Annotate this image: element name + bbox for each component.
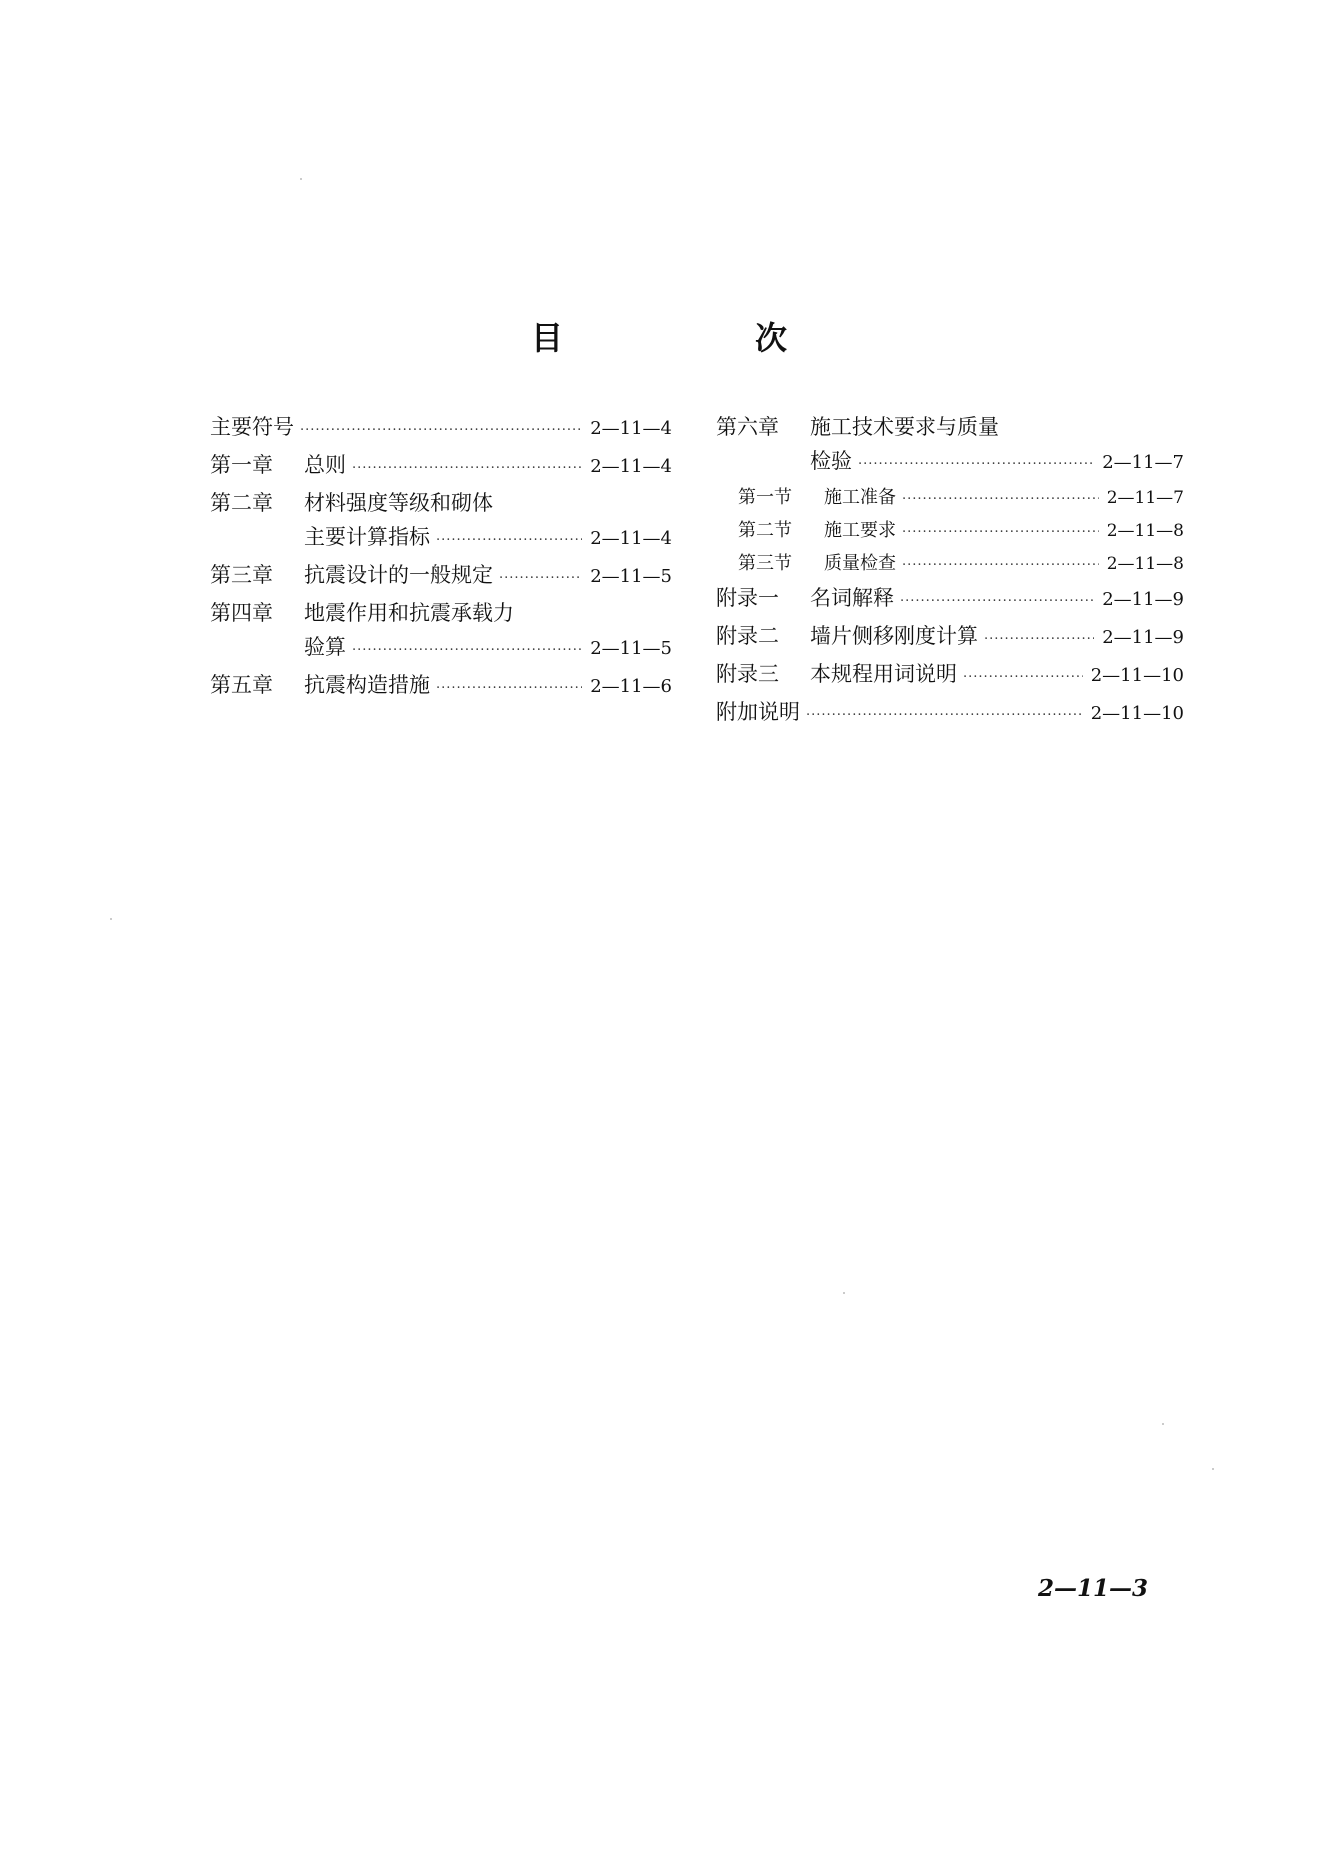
page-title: 目 次 bbox=[530, 319, 867, 357]
toc-entry-continuation[interactable] bbox=[210, 520, 672, 558]
leader-dots bbox=[902, 480, 1099, 511]
toc-entry[interactable] bbox=[716, 657, 1184, 695]
toc-entry-title: 附加说明 bbox=[716, 700, 800, 724]
toc-entry[interactable] bbox=[716, 410, 1184, 444]
toc-entry-page: 2—11—4 bbox=[590, 456, 672, 477]
leader-dots bbox=[858, 444, 1094, 478]
toc-entry[interactable] bbox=[716, 695, 1184, 733]
toc-section-entry[interactable] bbox=[716, 515, 1184, 548]
toc-entry-page: 2—11—7 bbox=[1106, 488, 1184, 508]
toc-entry-title: 墙片侧移刚度计算 bbox=[810, 624, 978, 648]
toc-entry-title: 地震作用和抗震承载力 bbox=[304, 601, 514, 625]
toc-entry-prefix: 附录三 bbox=[716, 662, 779, 686]
toc-entry-prefix: 第五章 bbox=[210, 673, 273, 697]
toc-entry[interactable] bbox=[210, 668, 672, 706]
footer-page-number: 2—11—3 bbox=[1037, 1575, 1148, 1602]
toc-entry-page: 2—11—9 bbox=[1102, 627, 1184, 648]
toc-entry-title: 材料强度等级和砌体 bbox=[304, 491, 493, 515]
toc-entry-prefix: 第二章 bbox=[210, 491, 273, 515]
leader-dots bbox=[963, 657, 1083, 691]
toc-entry[interactable] bbox=[210, 558, 672, 596]
toc-entry-title: 施工要求 bbox=[824, 520, 896, 541]
scan-speck bbox=[1162, 1423, 1164, 1425]
toc-entry-prefix: 第三节 bbox=[738, 553, 792, 574]
leader-dots bbox=[499, 558, 582, 592]
leader-dots bbox=[902, 513, 1099, 544]
toc-entry-title: 验算 bbox=[304, 635, 346, 659]
toc-entry-page: 2—11—5 bbox=[590, 566, 672, 587]
leader-dots bbox=[984, 619, 1094, 653]
toc-entry-title: 施工准备 bbox=[824, 487, 896, 508]
toc-entry-title: 检验 bbox=[810, 449, 852, 473]
leader-dots bbox=[436, 668, 582, 702]
toc-section-entry[interactable] bbox=[716, 482, 1184, 515]
toc-entry-continuation[interactable] bbox=[210, 630, 672, 668]
toc-entry-page: 2—11—4 bbox=[590, 418, 672, 439]
toc-entry[interactable] bbox=[716, 581, 1184, 619]
leader-dots bbox=[352, 448, 582, 482]
toc-entry-prefix: 第二节 bbox=[738, 520, 792, 541]
toc-entry-title: 抗震设计的一般规定 bbox=[304, 563, 493, 587]
scan-speck bbox=[300, 178, 302, 180]
toc-entry-prefix: 附录二 bbox=[716, 624, 779, 648]
toc-entry-prefix: 第三章 bbox=[210, 563, 273, 587]
toc-entry[interactable] bbox=[210, 410, 672, 448]
toc-entry[interactable] bbox=[210, 596, 672, 630]
toc-entry-title: 施工技术要求与质量 bbox=[810, 415, 999, 439]
toc-left-column bbox=[210, 410, 672, 706]
toc-right-column bbox=[716, 410, 1184, 733]
toc-entry-page: 2—11—9 bbox=[1102, 589, 1184, 610]
toc-entry-page: 2—11—10 bbox=[1090, 703, 1184, 724]
toc-entry-page: 2—11—4 bbox=[590, 528, 672, 549]
toc-entry-page: 2—11—7 bbox=[1102, 452, 1184, 473]
toc-entry-continuation[interactable] bbox=[716, 444, 1184, 482]
leader-dots bbox=[902, 546, 1099, 577]
toc-entry-page: 2—11—6 bbox=[590, 676, 672, 697]
toc-entry[interactable] bbox=[716, 619, 1184, 657]
toc-entry-page: 2—11—8 bbox=[1106, 554, 1184, 574]
toc-entry-prefix: 附录一 bbox=[716, 586, 779, 610]
toc-entry-page: 2—11—10 bbox=[1090, 665, 1184, 686]
toc-entry[interactable] bbox=[210, 486, 672, 520]
toc-entry-prefix: 第六章 bbox=[716, 415, 779, 439]
toc-entry-prefix: 第一节 bbox=[738, 487, 792, 508]
toc-entry-title: 质量检查 bbox=[824, 553, 896, 574]
leader-dots bbox=[300, 410, 582, 444]
toc-entry-title: 主要符号 bbox=[210, 415, 294, 439]
toc-entry-page: 2—11—5 bbox=[590, 638, 672, 659]
toc-entry-prefix: 第一章 bbox=[210, 453, 273, 477]
leader-dots bbox=[352, 630, 582, 664]
toc-entry-prefix: 第四章 bbox=[210, 601, 273, 625]
toc-entry-title: 本规程用词说明 bbox=[810, 662, 957, 686]
leader-dots bbox=[436, 520, 582, 554]
scan-speck bbox=[110, 918, 112, 920]
toc-entry-title: 总则 bbox=[304, 453, 346, 477]
leader-dots bbox=[900, 581, 1094, 615]
toc-entry-title: 抗震构造措施 bbox=[304, 673, 430, 697]
toc-entry[interactable] bbox=[210, 448, 672, 486]
leader-dots bbox=[806, 695, 1083, 729]
scan-speck bbox=[1212, 1468, 1214, 1470]
toc-entry-page: 2—11—8 bbox=[1106, 521, 1184, 541]
toc-entry-title: 名词解释 bbox=[810, 586, 894, 610]
scan-speck bbox=[843, 1292, 845, 1294]
toc-section-entry[interactable] bbox=[716, 548, 1184, 581]
toc-entry-title: 主要计算指标 bbox=[304, 525, 430, 549]
